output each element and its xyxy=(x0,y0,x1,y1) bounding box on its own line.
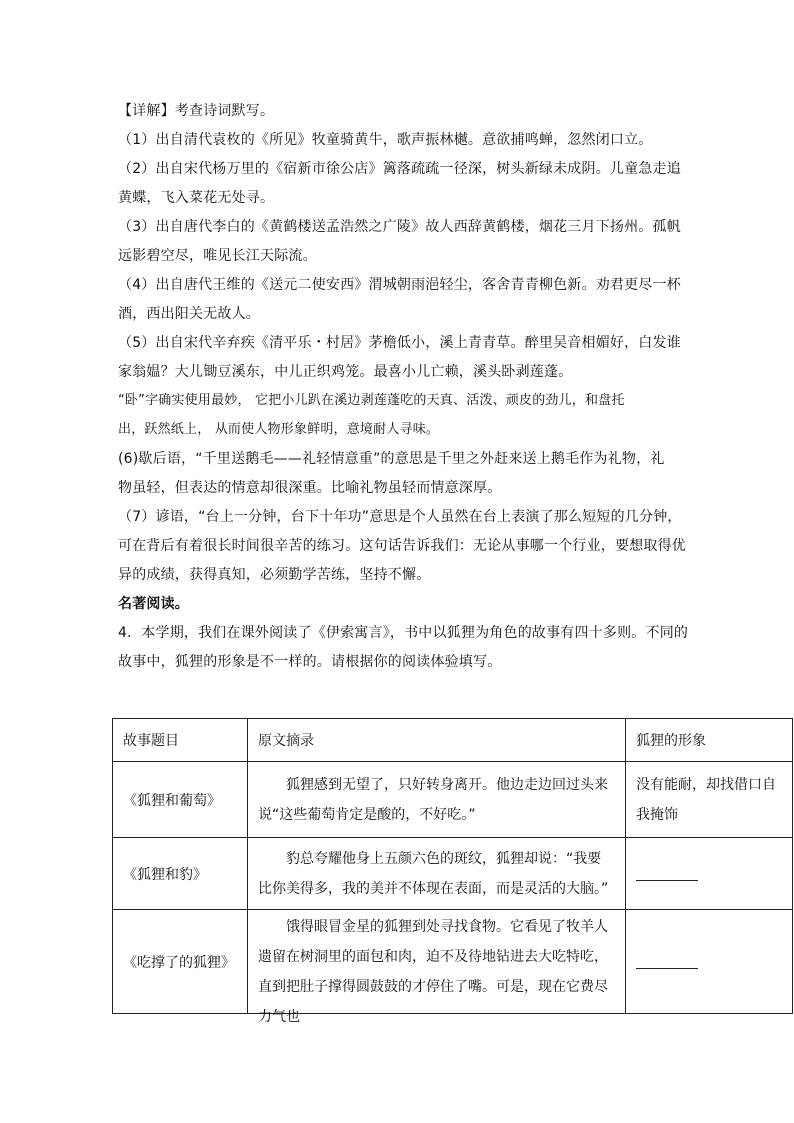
table-row xyxy=(113,762,793,838)
explanation-note: “卧”字确实使用最妙， 它把小儿趴在溪边剥莲蓬吃的天真、活泼、顽皮的劲儿，和盘托 xyxy=(118,393,625,408)
table-row xyxy=(113,838,793,910)
fox-image-answer: 没有能耐，却找借口自我掩饰 xyxy=(636,776,776,823)
explanation-line: 物虽轻，但表达的情意却很深重。比喻礼物虽轻而情意深厚。 xyxy=(118,480,502,496)
explanation-line: 远影碧空尽，唯见长江天际流。 xyxy=(118,248,317,264)
fox-image-cell xyxy=(626,838,793,910)
explanation-line: 酒，西出阳关无故人。 xyxy=(118,306,260,322)
story-excerpt xyxy=(248,838,626,910)
excerpt-text: 豹总夸耀他身上五颜六色的斑纹，狐狸却说：“我要比你美得多，我的美并不体现在表面，而是灵活的大脑。” xyxy=(258,850,609,897)
fox-stories-table xyxy=(112,718,793,1025)
explanation-line: （5）出自宋代辛弃疾《清平乐・村居》茅檐低小，溪上青青草。醉里吴音相媚好，白发谁 xyxy=(118,335,681,351)
story-excerpt xyxy=(248,762,626,838)
explanation-line: 黄蝶，飞入菜花无处寻。 xyxy=(118,190,275,206)
explanation-line: 异的成绩，获得真知，必须勤学苦练，坚持不懈。 xyxy=(118,567,431,583)
header-story-title: 故事题目 xyxy=(113,719,248,762)
table-row xyxy=(113,910,793,1014)
detail-heading: 【详解】考查诗词默写。 xyxy=(118,103,275,119)
answer-explanation xyxy=(118,101,698,681)
explanation-line: （2）出自宋代杨万里的《宿新市徐公店》篱落疏疏一径深，树头新绿未成阴。儿童急走追 xyxy=(118,161,681,177)
story-title: 《吃撑了的狐狸》 xyxy=(113,910,248,1014)
explanation-line: 可在背后有着很长时间很辛苦的练习。这句话告诉我们：无论从事哪一个行业，要想取得优 xyxy=(118,538,686,554)
story-title: 《狐狸和葡萄》 xyxy=(113,762,248,838)
excerpt-text: 饿得眼冒金星的狐狸到处寻找食物。它看见了牧羊人遗留在树洞里的面包和肉，迫不及待地钻进去大吃特吃，直到把肚子撑得圆鼓鼓的才停住了嘴。可是，现在它费尽力气也 xyxy=(258,918,608,1025)
fox-image-cell xyxy=(626,762,793,838)
explanation-line: (6)歇后语，“千里送鹅毛——礼轻情意重”的意思是千里之外赶来送上鹅毛作为礼物，礼 xyxy=(118,451,665,467)
section-heading: 名著阅读。 xyxy=(118,596,189,612)
fox-image-cell xyxy=(626,910,793,1014)
explanation-line: （7）谚语，“台上一分钟，台下十年功”意思是个人虽然在台上表演了那么短短的几分钟， xyxy=(118,509,682,525)
explanation-line: （3）出自唐代李白的《黄鹤楼送孟浩然之广陵》故人西辞黄鹤楼，烟花三月下扬州。孤帆 xyxy=(118,219,681,235)
question-line: 4．本学期，我们在课外阅读了《伊索寓言》，书中以狐狸为角色的故事有四十多则。不同的 xyxy=(118,625,689,641)
question-line: 故事中，狐狸的形象是不一样的。请根据你的阅读体验填写。 xyxy=(118,654,502,670)
story-title: 《狐狸和豹》 xyxy=(113,838,248,910)
header-excerpt: 原文摘录 xyxy=(248,719,626,762)
story-excerpt xyxy=(248,910,626,1025)
excerpt-text: 狐狸感到无望了，只好转身离开。他边走边回过头来说“这些葡萄肯定是酸的，不好吃。” xyxy=(258,776,608,823)
explanation-note: 出，跃然纸上， 从而使人物形象鲜明，意境耐人寻味。 xyxy=(118,422,440,437)
explanation-line: （4）出自唐代王维的《送元二使安西》渭城朝雨浥轻尘，客舍青青柳色新。劝君更尽一杯 xyxy=(118,277,681,293)
table-header-row xyxy=(113,719,793,762)
answer-blank xyxy=(636,866,698,881)
header-fox-image: 狐狸的形象 xyxy=(626,719,793,762)
explanation-line: （1）出自清代袁枚的《所见》牧童骑黄牛，歌声振林樾。意欲捕鸣蝉，忽然闭口立。 xyxy=(118,132,653,148)
explanation-line: 家翁媪？大儿锄豆溪东，中儿正织鸡笼。最喜小儿亡赖，溪头卧剥莲蓬。 xyxy=(118,364,573,380)
answer-blank xyxy=(636,954,698,969)
